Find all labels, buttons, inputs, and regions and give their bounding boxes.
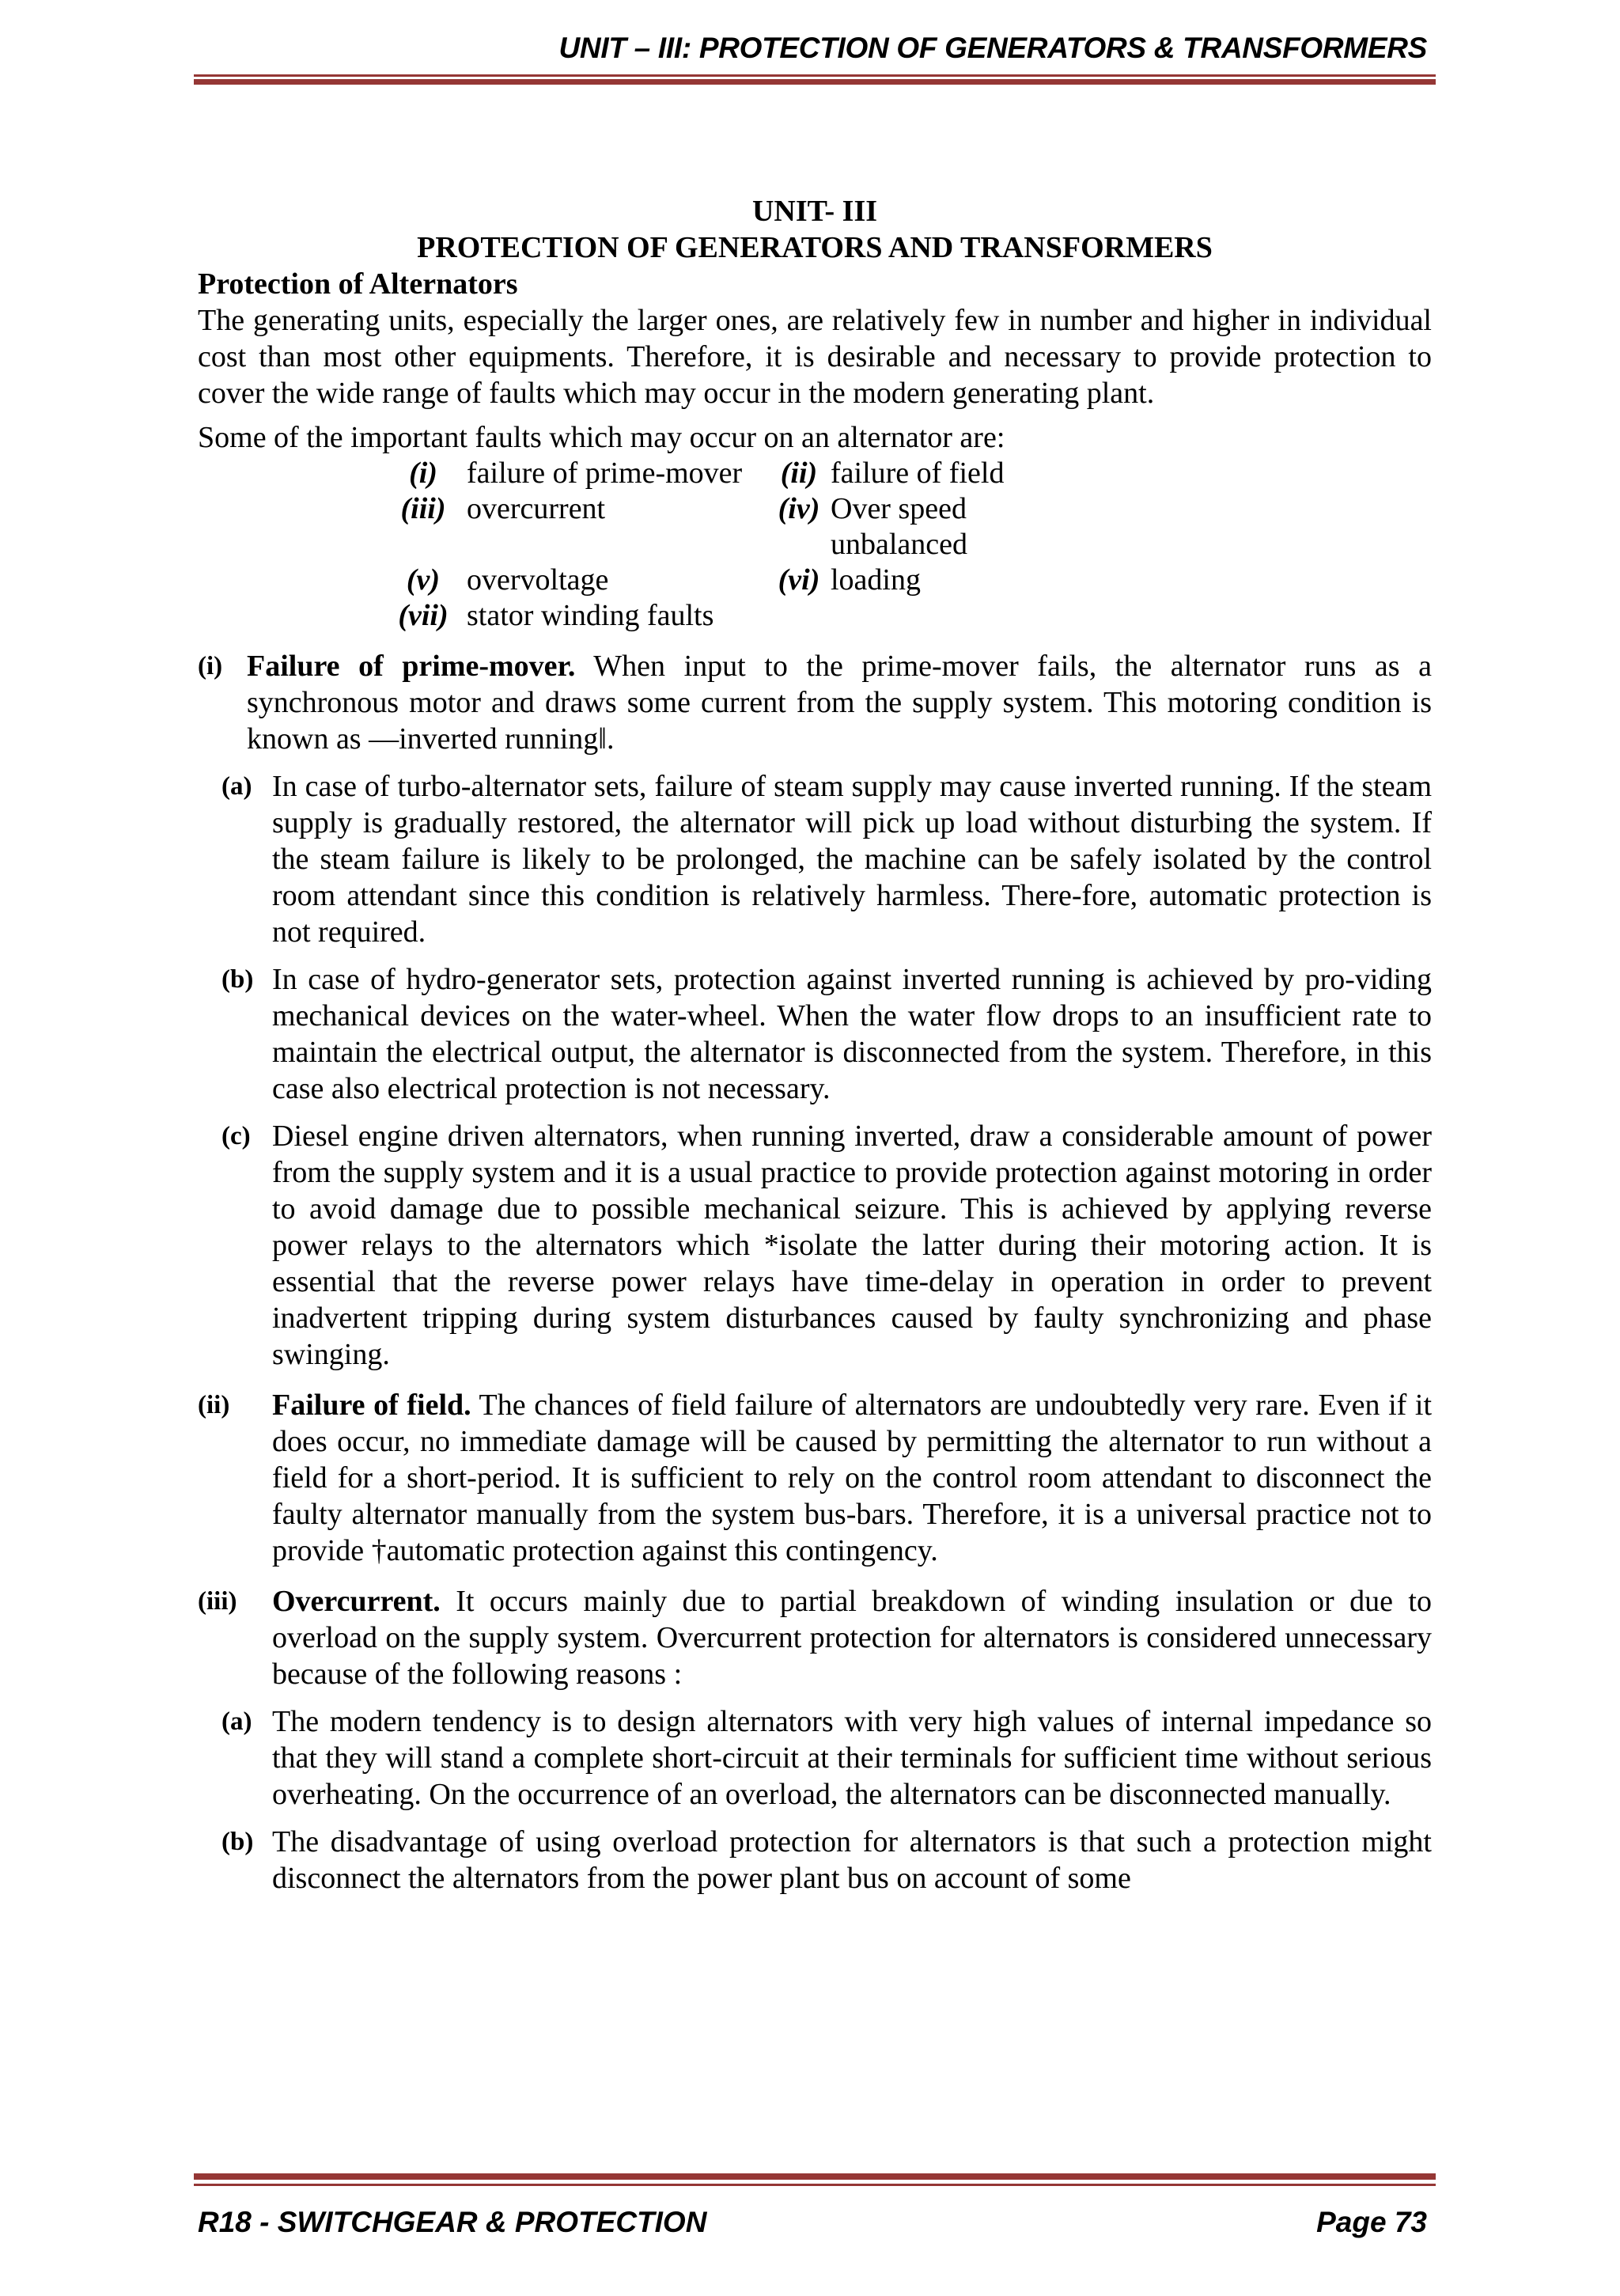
- fault-label: (iv): [778, 492, 820, 525]
- item-lead: Failure of field.: [272, 1389, 471, 1422]
- header-divider-thick: [194, 79, 1436, 85]
- sub-item: [198, 961, 1432, 1107]
- sub-item-marker: (c): [221, 1122, 251, 1150]
- item-overcurrent: [198, 1583, 1432, 1692]
- fault-text: stator winding faults: [467, 599, 714, 632]
- footer-divider: [194, 2184, 1436, 2186]
- sub-item: [198, 1703, 1432, 1813]
- item-lead: Overcurrent.: [272, 1585, 441, 1618]
- fault-row: [380, 456, 1068, 491]
- item-failure-of-prime-mover: [198, 648, 1432, 757]
- item-text: When input to the prime-mover fails, the alternator runs as a synchronous motor and draws some current from the supply system. This motoring condition is known as ―inverted running‖.: [247, 650, 1432, 756]
- running-header-title: UNIT – III: PROTECTION OF GENERATORS & TRANSFORMERS: [558, 32, 1427, 64]
- item-marker: (i): [198, 652, 223, 680]
- item-marker: (ii): [198, 1391, 230, 1419]
- fault-text: overcurrent: [467, 492, 606, 525]
- intro-paragraph: The generating units, especially the larger ones, are relatively few in number and higher in individual cost than most other equipments. Therefore, it is desirable and necessary to provide protection to cover the wide range of faults which may occur in the modern generating plant.: [198, 304, 1432, 410]
- unit-number: UNIT- III: [751, 195, 878, 228]
- sub-item: [198, 1118, 1432, 1373]
- footer-divider-thick: [194, 2173, 1436, 2180]
- fault-label: (v): [406, 563, 441, 597]
- sub-item-marker: (a): [221, 772, 252, 801]
- item-failure-of-field: [198, 1387, 1432, 1569]
- item-marker: (iii): [198, 1587, 237, 1616]
- header-divider: [194, 74, 1436, 77]
- fault-row: [380, 527, 1068, 563]
- fault-text: loading: [831, 563, 921, 597]
- footer-course-title: R18 - SWITCHGEAR & PROTECTION: [198, 2206, 707, 2238]
- item-lead: Failure of prime-mover.: [247, 650, 576, 683]
- fault-text: overvoltage: [467, 563, 609, 597]
- fault-label: (iii): [400, 492, 446, 525]
- sub-item-text: In case of turbo-alternator sets, failure of steam supply may cause inverted running. If the steam supply is gradually restored, the alternator will pick up load without disturbing the system. If the steam failure is likely to be prolonged, the machine can be safely isolated by the control room attendant since this condition is relatively harmless. There-fore, automatic protection is not required.: [272, 770, 1432, 949]
- item-text: It occurs mainly due to partial breakdown of winding insulation or due to overload on the supply system. Overcurrent protection for alternators is considered unnecessary because of the following reasons :: [272, 1585, 1432, 1691]
- fault-label: (i): [409, 457, 437, 490]
- fault-list-intro: Some of the important faults which may occur on an alternator are:: [198, 421, 1005, 454]
- fault-text: failure of field: [831, 457, 1005, 490]
- sub-item-marker: (a): [221, 1707, 252, 1736]
- unit-title: PROTECTION OF GENERATORS AND TRANSFORMERS: [417, 231, 1213, 264]
- fault-text: failure of prime-mover: [467, 457, 743, 490]
- sub-item-marker: (b): [221, 965, 254, 994]
- fault-text-continued: unbalanced: [831, 528, 968, 561]
- fault-row: [380, 491, 1068, 527]
- sub-item: [198, 768, 1432, 950]
- page-number: Page 73: [1316, 2206, 1427, 2238]
- fault-label: (vi): [778, 563, 820, 597]
- sub-item-text: Diesel engine driven alternators, when running inverted, draw a considerable amount of power from the supply system and it is a usual practice to provide protection against motoring in order to avoid damage due to possible mechanical seizure. This is achieved by applying reverse power relays to the alternators which *isolate the latter during their motoring action. It is essential that the reverse power relays have time-delay in operation in order to prevent inadvertent tripping during system disturbances caused by faulty synchronizing and phase swinging.: [272, 1120, 1432, 1371]
- section-heading: Protection of Alternators: [198, 267, 518, 301]
- page-body: [198, 193, 1432, 1896]
- item-text: The chances of field failure of alternators are undoubtedly very rare. Even if it does occur, no immediate damage will be caused by permitting the alternator to run without a field for a short-period. It is sufficient to rely on the control room attendant to disconnect the faulty alternator manually from the system bus-bars. Therefore, it is a universal practice not to provide †automatic protection against this contingency.: [272, 1389, 1432, 1567]
- fault-row: [380, 563, 1068, 598]
- sub-item-text: The disadvantage of using overload protection for alternators is that such a protection might disconnect the alternators from the power plant bus on account of some: [272, 1825, 1432, 1895]
- sub-item: [198, 1824, 1432, 1896]
- fault-list: [380, 456, 1068, 634]
- sub-item-text: The modern tendency is to design alternators with very high values of internal impedance so that they will stand a complete short-circuit at their terminals for sufficient time without serious overheating. On the occurrence of an overload, the alternators can be disconnected manually.: [272, 1705, 1432, 1811]
- sub-item-marker: (b): [221, 1828, 254, 1856]
- fault-label: (ii): [780, 457, 818, 490]
- fault-label: (vii): [398, 599, 449, 632]
- fault-text: Over speed: [831, 492, 967, 525]
- fault-row: [380, 598, 1068, 634]
- sub-item-text: In case of hydro-generator sets, protection against inverted running is achieved by pro-viding mechanical devices on the water-wheel. When the water flow drops to an insufficient rate to maintain the electrical output, the alternator is disconnected from the system. Therefore, in this case also electrical protection is not necessary.: [272, 963, 1432, 1105]
